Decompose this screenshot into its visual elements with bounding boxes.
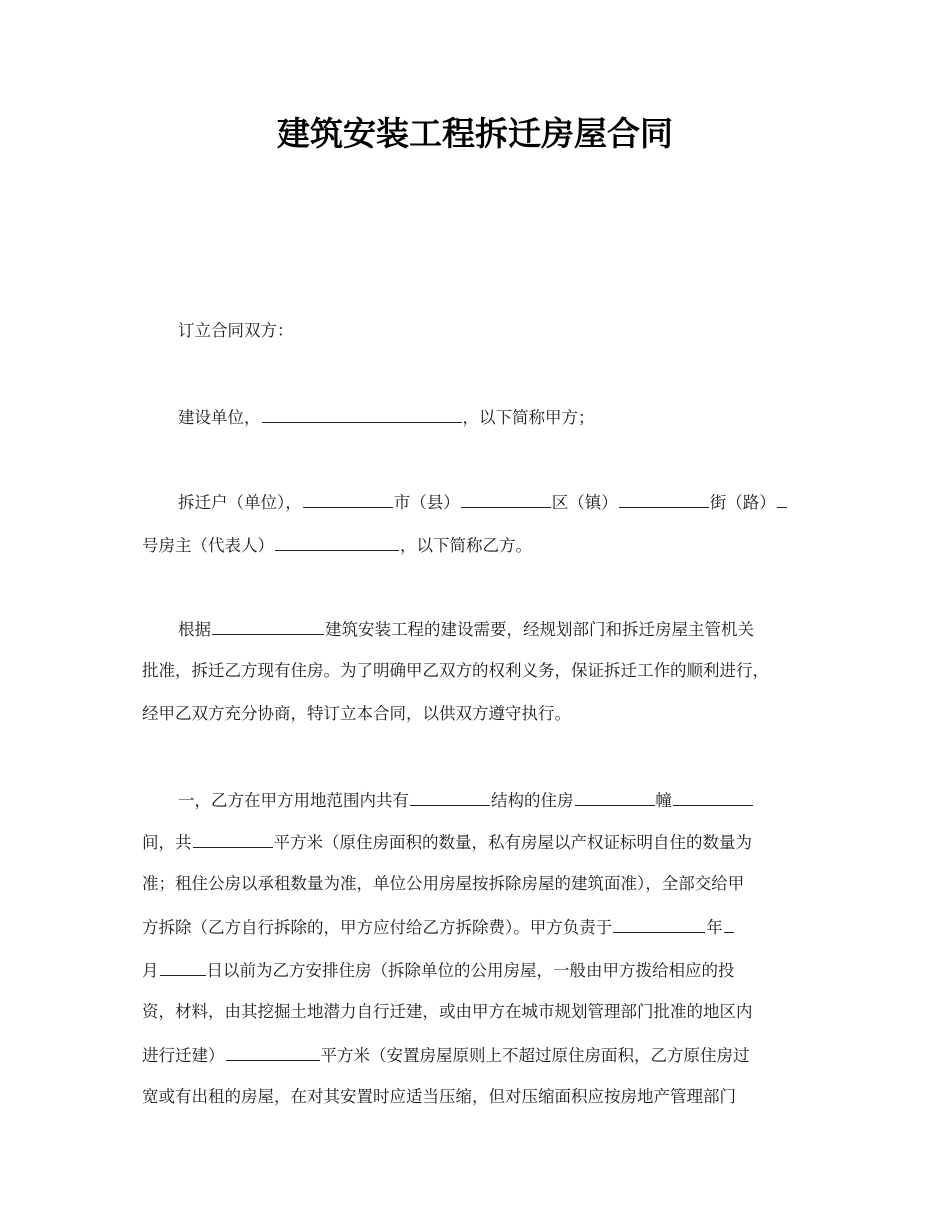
year-blank[interactable] [613,914,705,933]
clause1-text: 年 [706,918,723,937]
owner-label: 号房主（代表人） [142,536,274,555]
preamble-line-3: 经甲乙双方充分协商，特订立本合同，以供双方遵守执行。 [142,704,571,723]
street-label: 街（路） [709,493,776,512]
clause1-text: 结构的住房 [491,791,574,810]
city-blank[interactable] [303,489,393,508]
clause1-line-7 [142,1042,826,1068]
clause1-line-6: 资，材料，由其挖掘土地潜力自行迁建，或由甲方在城市规划管理部门批准的地区内 [142,1002,753,1021]
clause1-text: 间，共 [142,833,192,852]
clause1-text: 方拆除（乙方自行拆除的，甲方应付给乙方拆除费）。甲方负责于 [142,918,613,937]
clause1-text: 幢 [655,791,672,810]
clause1-text: 平方米（安置房屋原则上不超过原住房面积，乙方原住房过 [320,1046,750,1065]
clause1-text: 月 [142,961,159,980]
party-b-line-2 [142,532,826,558]
house-number-blank[interactable] [777,489,787,508]
project-name-blank[interactable] [212,616,324,635]
clause1-line-5 [142,957,826,983]
clause1-line-2 [142,829,826,855]
relocation-area-blank[interactable] [226,1042,320,1061]
party-a-label: 建设单位， [178,408,261,427]
preamble-suffix: 建筑安装工程的建设需要，经规划部门和拆迁房屋主管机关 [325,620,754,639]
building-count-blank[interactable] [575,787,655,806]
preamble-prefix: 根据 [178,620,211,639]
preamble-line-2: 批准，拆迁乙方现有住房。为了明确甲乙双方的权利义务，保证拆迁工作的顺利进行， [142,661,769,680]
month-blank[interactable] [724,914,734,933]
district-label: 区（镇） [551,493,618,512]
clause1-line-3: 准；租住公房以承租数量为准，单位公用房屋按拆除房屋的建筑面准），全部交给甲 [142,874,745,893]
clause1-text: 一，乙方在甲方用地范围内共有 [178,791,409,810]
area-blank[interactable] [193,829,273,848]
document-title: 建筑安装工程拆迁房屋合同 [277,114,673,153]
clause1-text: 进行迁建） [142,1046,225,1065]
party-b-line-1 [178,489,826,515]
structure-blank[interactable] [410,787,490,806]
district-blank[interactable] [461,489,551,508]
room-count-blank[interactable] [673,787,753,806]
clause1-text: 日以前为乙方安排住房（拆除单位的公用房屋，一般由甲方拨给相应的投 [206,961,735,980]
party-a-name-blank[interactable] [262,404,462,423]
preamble-line-1 [178,616,826,642]
city-label: 市（县） [393,493,460,512]
clause1-line-4 [142,914,826,940]
parties-heading: 订立合同双方： [178,321,294,340]
clause1-text: 平方米（原住房面积的数量，私有房屋以产权证标明自住的数量为 [273,833,752,852]
street-blank[interactable] [619,489,709,508]
day-blank[interactable] [160,957,206,976]
owner-name-blank[interactable] [275,532,399,551]
party-b-prefix: 拆迁户（单位）， [178,493,302,512]
party-a-suffix: ，以下简称甲方； [462,408,595,427]
party-a-line [178,404,826,430]
party-b-suffix: ，以下简称乙方。 [400,536,532,555]
clause1-line-1 [178,787,826,813]
clause1-line-8: 宽或有出租的房屋，在对其安置时应适当压缩，但对压缩面积应按房地产管理部门 [142,1087,736,1106]
